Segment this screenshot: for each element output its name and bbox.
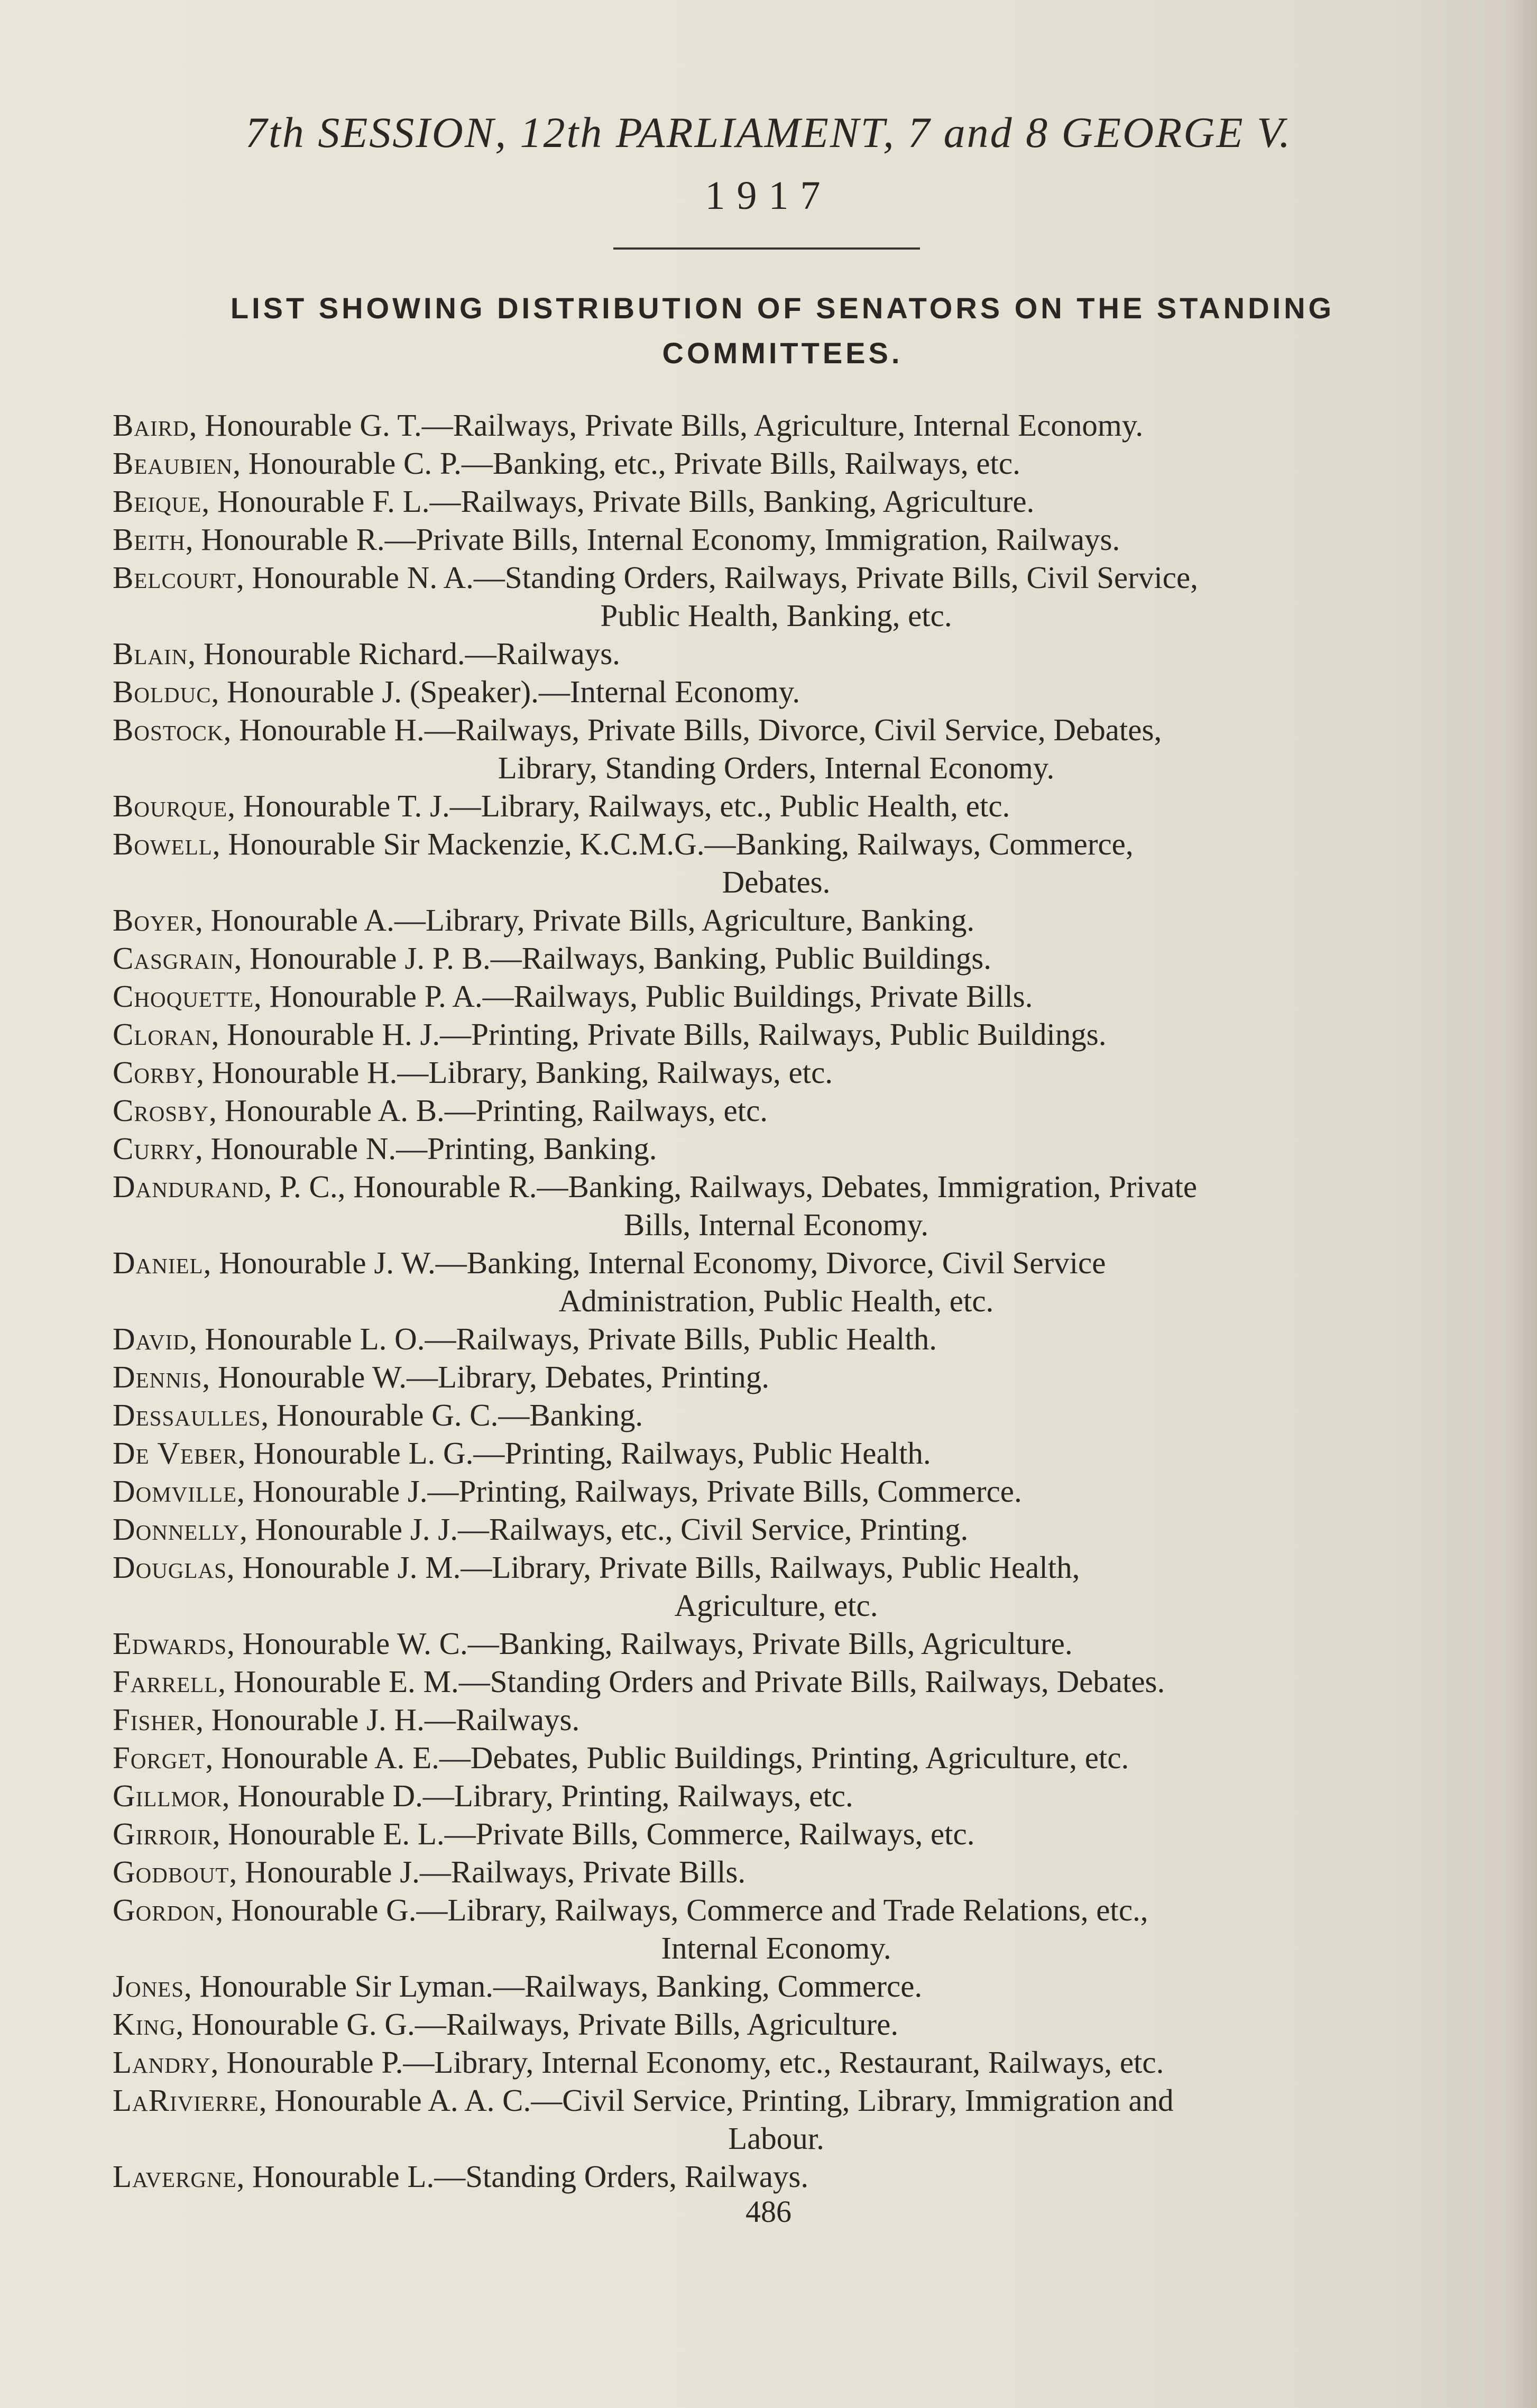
senator-name: Curry <box>113 1131 196 1166</box>
senator-name: Dennis <box>113 1359 203 1394</box>
committee-assignments: , Honourable T. J.—Library, Railways, etc., Public Health, etc. <box>227 788 1010 823</box>
senator-name: Girroir <box>113 1816 213 1851</box>
committee-assignments-continued: Administration, Public Health, etc. <box>558 1283 994 1318</box>
senator-name: Landry <box>113 2045 211 2080</box>
senator-entry <box>113 939 1440 977</box>
committee-assignments-continued: Agriculture, etc. <box>674 1588 878 1623</box>
page-edge-shadow <box>1505 0 1537 2408</box>
senator-entry <box>113 901 1440 939</box>
committee-assignments: , P. C., Honourable R.—Banking, Railways, Debates, Immigration, Private <box>264 1169 1198 1204</box>
senator-name: Dessaulles <box>113 1398 261 1432</box>
senator-entry <box>113 444 1440 482</box>
committee-assignments: , Honourable J. M.—Library, Private Bills, Railways, Public Health, <box>226 1550 1080 1585</box>
committee-assignments: , Honourable D.—Library, Printing, Railways, etc. <box>222 1778 853 1813</box>
senator-entry <box>113 711 1440 787</box>
senator-name: Bolduc <box>113 674 211 709</box>
senator-entry <box>113 1472 1440 1510</box>
senator-name: Jones <box>113 1969 185 2003</box>
senator-entry <box>113 520 1440 558</box>
committee-assignments: , Honourable H.—Railways, Private Bills, Divorce, Civil Service, Debates, <box>223 712 1162 747</box>
committee-assignments: , Honourable E. M.—Standing Orders and Private Bills, Railways, Debates. <box>218 1664 1165 1699</box>
senator-name: Beique <box>113 484 202 519</box>
senator-entry <box>113 1624 1440 1662</box>
senator-entry <box>113 1777 1440 1815</box>
senator-entry <box>113 1853 1440 1891</box>
senator-name: Farrell <box>113 1664 218 1699</box>
senator-name: King <box>113 2007 176 2042</box>
committee-assignments: , Honourable H. J.—Printing, Private Bills, Railways, Public Buildings. <box>211 1017 1107 1052</box>
senator-entry <box>113 1053 1440 1091</box>
committee-assignments: , Honourable N.—Printing, Banking. <box>195 1131 657 1166</box>
senator-entry <box>113 406 1440 444</box>
senator-entry <box>113 1244 1440 1320</box>
senator-entry <box>113 2157 1440 2195</box>
senator-name: Donnelly <box>113 1512 240 1547</box>
page-number: 486 <box>746 2194 791 2229</box>
senator-entry <box>113 787 1440 825</box>
senator-entry <box>113 1434 1440 1472</box>
committee-assignments: , Honourable Sir Lyman.—Railways, Banking, Commerce. <box>184 1969 923 2003</box>
committee-assignments: , Honourable A. E.—Debates, Public Buildings, Printing, Agriculture, etc. <box>205 1740 1129 1775</box>
senator-entry <box>113 1739 1440 1777</box>
committee-assignments: , Honourable J. W.—Banking, Internal Economy, Divorce, Civil Service <box>203 1245 1106 1280</box>
senator-name: Cloran <box>113 1017 211 1052</box>
committee-assignments-continued: Debates. <box>722 865 831 899</box>
committee-assignments: , Honourable F. L.—Railways, Private Bills, Banking, Agriculture. <box>201 484 1035 519</box>
senator-name: Boyer <box>113 903 195 938</box>
committee-assignments: , Honourable L.—Standing Orders, Railways. <box>236 2159 809 2194</box>
senator-name: Douglas <box>113 1550 227 1585</box>
committee-assignments: , Honourable J.—Railways, Private Bills. <box>229 1854 746 1889</box>
senator-name: Edwards <box>113 1626 227 1661</box>
senator-name: Gillmor <box>113 1778 222 1813</box>
senator-name: Crosby <box>113 1093 209 1128</box>
senator-list <box>113 406 1440 2195</box>
committee-assignments-continued: Library, Standing Orders, Internal Economy. <box>498 750 1055 785</box>
senator-name: Forget <box>113 1740 206 1775</box>
senator-name: Beith <box>113 522 186 557</box>
senator-entry <box>113 1967 1440 2005</box>
committee-assignments: , Honourable W.—Library, Debates, Printing. <box>202 1359 770 1394</box>
senator-name: Beaubien <box>113 446 233 481</box>
senator-entry <box>113 2081 1440 2157</box>
senator-entry <box>113 1129 1440 1168</box>
committee-assignments: , Honourable E. L.—Private Bills, Commerce, Railways, etc. <box>212 1816 975 1851</box>
senator-name: Corby <box>113 1055 197 1090</box>
senator-entry <box>113 1168 1440 1244</box>
committee-assignments: , Honourable G. G.—Railways, Private Bills, Agriculture. <box>176 2007 899 2042</box>
committee-assignments: , Honourable Sir Mackenzie, K.C.M.G.—Banking, Railways, Commerce, <box>212 826 1134 861</box>
committee-assignments: , Honourable H.—Library, Banking, Railways, etc. <box>196 1055 833 1090</box>
senator-entry <box>113 673 1440 711</box>
senator-entry <box>113 1701 1440 1739</box>
senator-name: Baird <box>113 408 189 443</box>
senator-entry <box>113 1091 1440 1129</box>
senator-name: LaRivierre <box>113 2083 259 2118</box>
header-rule <box>613 247 920 250</box>
committee-assignments: , Honourable G.—Library, Railways, Commerce and Trade Relations, etc., <box>215 1892 1148 1927</box>
committee-assignments: , Honourable J. J.—Railways, etc., Civil Service, Printing. <box>240 1512 969 1547</box>
senator-name: Bostock <box>113 712 224 747</box>
senator-entry <box>113 2043 1440 2081</box>
senator-entry <box>113 977 1440 1015</box>
senator-entry <box>113 1662 1440 1701</box>
senator-entry <box>113 1396 1440 1434</box>
senator-name: Casgrain <box>113 941 234 976</box>
committee-assignments: , Honourable J. P. B.—Railways, Banking, Public Buildings. <box>234 941 991 976</box>
committee-assignments: , Honourable A.—Library, Private Bills, Agriculture, Banking. <box>195 903 975 938</box>
senator-name: Daniel <box>113 1245 204 1280</box>
committee-assignments: , Honourable P.—Library, Internal Economy, etc., Restaurant, Railways, etc. <box>210 2045 1164 2080</box>
committee-assignments: , Honourable A. A. C.—Civil Service, Printing, Library, Immigration and <box>259 2083 1174 2118</box>
senator-name: Gordon <box>113 1892 216 1927</box>
committee-assignments: , Honourable L. G.—Printing, Railways, Public Health. <box>237 1436 931 1470</box>
senator-entry <box>113 1891 1440 1967</box>
committee-assignments: , Honourable R.—Private Bills, Internal Economy, Immigration, Railways. <box>185 522 1120 557</box>
committee-assignments-continued: Public Health, Banking, etc. <box>600 598 952 633</box>
senator-entry <box>113 1358 1440 1396</box>
senator-entry <box>113 2005 1440 2043</box>
senator-entry <box>113 825 1440 901</box>
committee-assignments: , Honourable P. A.—Railways, Public Buildings, Private Bills. <box>253 979 1033 1014</box>
senator-name: Bowell <box>113 826 213 861</box>
senator-name: Dandurand <box>113 1169 264 1204</box>
senator-name: Lavergne <box>113 2159 237 2194</box>
list-heading: LIST SHOWING DISTRIBUTION OF SENATORS ON THE STANDING COMMITTEES. <box>230 291 1335 370</box>
senator-entry <box>113 1548 1440 1624</box>
committee-assignments: , Honourable L. O.—Railways, Private Bills, Public Health. <box>189 1321 937 1356</box>
committee-assignments: , Honourable C. P.—Banking, etc., Private Bills, Railways, etc. <box>233 446 1020 481</box>
senator-name: Godbout <box>113 1854 229 1889</box>
senator-entry <box>113 1320 1440 1358</box>
committee-assignments: , Honourable A. B.—Printing, Railways, etc. <box>209 1093 768 1128</box>
senator-name: David <box>113 1321 189 1356</box>
year-heading: 1917 <box>705 173 832 218</box>
senator-name: Fisher <box>113 1702 196 1737</box>
senator-name: Belcourt <box>113 560 236 595</box>
senator-name: Choquette <box>113 979 254 1014</box>
senator-name: Domville <box>113 1474 237 1509</box>
committee-assignments: , Honourable J. (Speaker).—Internal Economy. <box>211 674 800 709</box>
senator-entry <box>113 635 1440 673</box>
committee-assignments: , Honourable J. H.—Railways. <box>196 1702 580 1737</box>
committee-assignments: , Honourable G. T.—Railways, Private Bills, Agriculture, Internal Economy. <box>189 408 1144 443</box>
senator-name: Bourque <box>113 788 228 823</box>
senator-name: Blain <box>113 636 188 671</box>
committee-assignments: , Honourable J.—Printing, Railways, Private Bills, Commerce. <box>237 1474 1022 1509</box>
committee-assignments-continued: Bills, Internal Economy. <box>623 1207 929 1242</box>
committee-assignments-continued: Labour. <box>728 2121 824 2156</box>
committee-assignments: , Honourable Richard.—Railways. <box>188 636 620 671</box>
committee-assignments: , Honourable N. A.—Standing Orders, Railways, Private Bills, Civil Service, <box>236 560 1198 595</box>
session-title: 7th SESSION, 12th PARLIAMENT, 7 and 8 GEORGE V. <box>245 108 1292 157</box>
committee-assignments: , Honourable W. C.—Banking, Railways, Private Bills, Agriculture. <box>227 1626 1073 1661</box>
senator-name: De Veber <box>113 1436 238 1470</box>
senator-entry <box>113 482 1440 520</box>
senator-entry <box>113 1510 1440 1548</box>
senator-entry <box>113 1815 1440 1853</box>
senator-entry <box>113 558 1440 635</box>
senator-entry <box>113 1015 1440 1053</box>
committee-assignments-continued: Internal Economy. <box>661 1931 891 1965</box>
committee-assignments: , Honourable G. C.—Banking. <box>261 1398 643 1432</box>
